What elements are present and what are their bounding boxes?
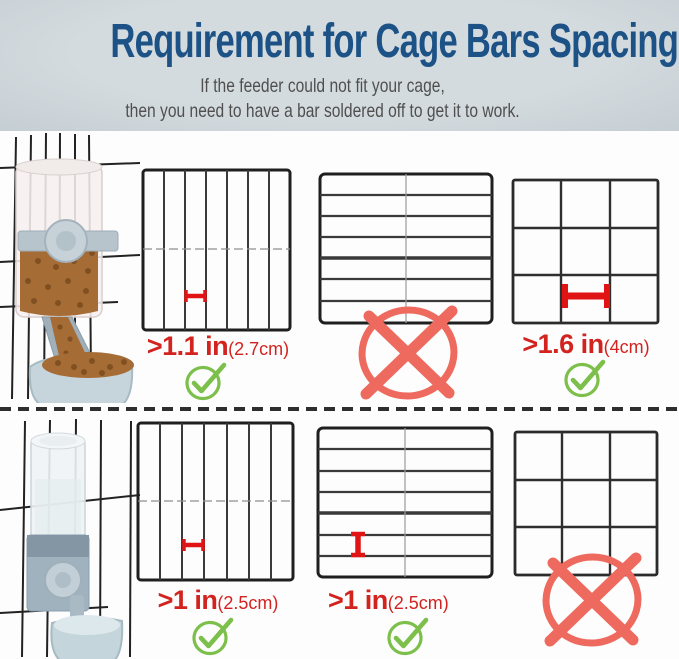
fail-cross-icon xyxy=(352,301,464,405)
spacing-measure-marker xyxy=(186,290,205,302)
cage-grid-square-top xyxy=(510,176,662,328)
subtitle xyxy=(65,74,581,124)
spacing-metric: (4cm) xyxy=(603,337,650,357)
spacing-measure-marker xyxy=(351,534,365,555)
fail-cross-icon xyxy=(536,548,648,652)
spacing-value: >1.1 in xyxy=(146,331,229,361)
spacing-measure-marker xyxy=(564,284,608,308)
subtitle-line-2: then you need to have a bar soldered off to get it to work. xyxy=(125,100,520,122)
pass-checkmark-icon xyxy=(190,612,236,658)
subtitle-line-1: If the feeder could not fit your cage, xyxy=(200,75,445,97)
pass-checkmark-icon xyxy=(562,354,608,400)
pass-checkmark-icon xyxy=(385,612,431,658)
spacing-value: >1 in xyxy=(328,585,388,615)
spacing-measure-marker xyxy=(184,539,203,551)
spacing-value: >1 in xyxy=(157,585,218,615)
spacing-metric: (2.7cm) xyxy=(228,339,290,359)
pass-checkmark-icon xyxy=(183,357,229,403)
cage-grid-vertical-bars-top xyxy=(138,164,298,336)
cage-grid-vertical-bars-bottom xyxy=(134,418,298,586)
page-title: Requirement for Cage Bars Spacing xyxy=(110,15,679,68)
cage-grid-horizontal-bars-bottom xyxy=(314,424,496,581)
spacing-metric: (2.5cm) xyxy=(387,593,449,613)
food-feeder-photo xyxy=(0,131,140,403)
spacing-value: >1.6 in xyxy=(522,329,604,359)
header-band xyxy=(0,0,679,131)
spacing-metric: (2.5cm) xyxy=(217,593,279,613)
water-dispenser-photo xyxy=(0,417,140,659)
section-divider xyxy=(0,407,679,411)
